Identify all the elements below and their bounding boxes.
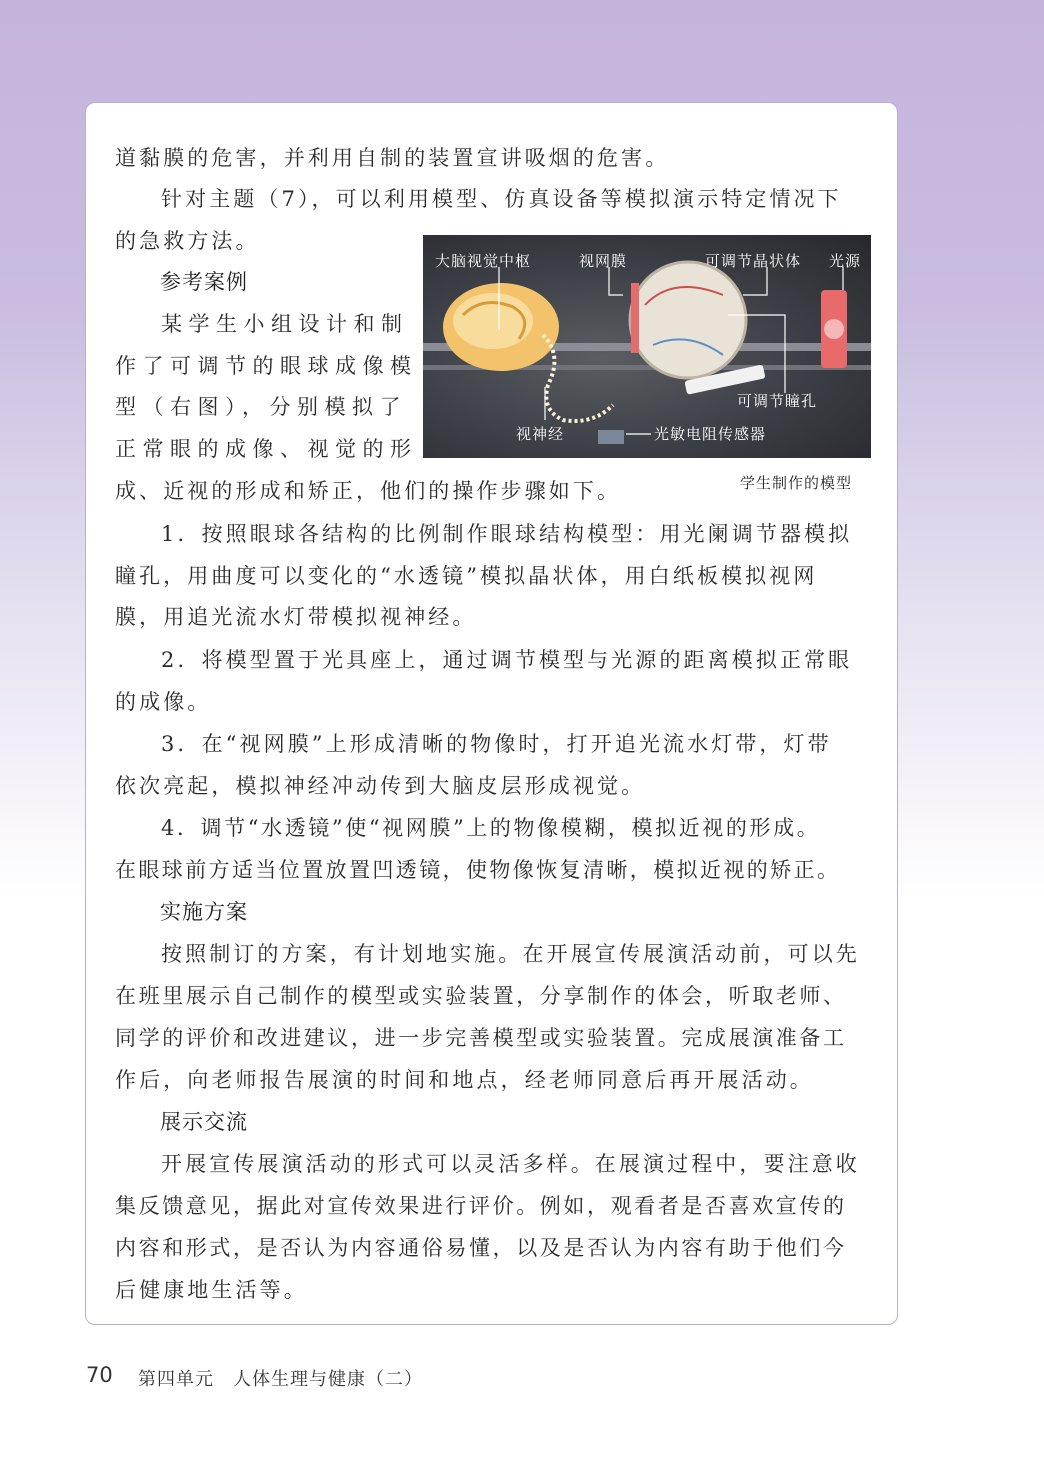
text-line: 依次亮起，模拟神经冲动传到大脑皮层形成视觉。 xyxy=(115,774,646,798)
text-line: 后健康地生活等。 xyxy=(115,1278,308,1302)
page-number: 70 xyxy=(86,1363,113,1387)
text-line: 内容和形式，是否认为内容通俗易懂，以及是否认为内容有助于他们今 xyxy=(115,1236,847,1260)
text-line: 某学生小组设计和制 xyxy=(161,312,409,336)
label-pupil: 可调节瞳孔 xyxy=(737,392,818,410)
label-optic-nerve: 视神经 xyxy=(516,425,565,443)
running-footer: 第四单元 人体生理与健康（二） xyxy=(138,1369,423,1390)
text-line: 瞳孔，用曲度可以变化的“水透镜”模拟晶状体，用白纸板模拟视网 xyxy=(115,564,818,588)
label-lens: 可调节晶状体 xyxy=(705,252,802,270)
text-line: 集反馈意见，据此对宣传效果进行评价。例如，观看者是否喜欢宣传的 xyxy=(115,1194,847,1218)
section-heading: 展示交流 xyxy=(160,1110,248,1134)
text-line: 4．调节“水透镜”使“视网膜”上的物像模糊，模拟近视的形成。 xyxy=(161,816,821,840)
text-line: 膜，用追光流水灯带模拟视神经。 xyxy=(115,605,477,629)
text-line: 道黏膜的危害，并利用自制的装置宣讲吸烟的危害。 xyxy=(115,146,670,170)
text-line: 型（右图），分别模拟了 xyxy=(115,395,407,419)
section-heading: 参考案例 xyxy=(160,270,248,294)
text-line: 针对主题（7），可以利用模型、仿真设备等模拟演示特定情况下 xyxy=(161,187,842,211)
text-line: 的急救方法。 xyxy=(115,229,260,253)
text-line: 的成像。 xyxy=(115,690,212,714)
section-heading: 实施方案 xyxy=(160,900,248,924)
label-brain: 大脑视觉中枢 xyxy=(435,252,532,270)
label-retina: 视网膜 xyxy=(579,252,628,270)
text-line: 成、近视的形成和矫正，他们的操作步骤如下。 xyxy=(115,479,622,503)
text-line: 作后，向老师报告展演的时间和地点，经老师同意后再开展活动。 xyxy=(115,1068,814,1092)
eye-model-photo xyxy=(423,235,871,458)
text-line: 1．按照眼球各结构的比例制作眼球结构模型：用光阑调节器模拟 xyxy=(161,522,853,546)
label-light-source: 光源 xyxy=(829,252,862,270)
text-line: 同学的评价和改进建议，进一步完善模型或实验装置。完成展演准备工 xyxy=(115,1026,847,1050)
label-sensor: 光敏电阻传感器 xyxy=(654,425,767,443)
text-line: 3．在“视网膜”上形成清晰的物像时，打开追光流水灯带，灯带 xyxy=(161,732,832,756)
figure-caption: 学生制作的模型 xyxy=(740,474,853,492)
text-line: 开展宣传展演活动的形式可以灵活多样。在展演过程中，要注意收 xyxy=(161,1152,860,1176)
text-line: 作了可调节的眼球成像模 xyxy=(115,354,418,378)
text-line: 在班里展示自己制作的模型或实验装置，分享制作的体会，听取老师、 xyxy=(115,984,847,1008)
text-line: 2．将模型置于光具座上，通过调节模型与光源的距离模拟正常眼 xyxy=(161,648,853,672)
text-line: 在眼球前方适当位置放置凹透镜，使物像恢复清晰，模拟近视的矫正。 xyxy=(115,858,841,882)
text-line: 正常眼的成像、视觉的形 xyxy=(115,437,418,461)
text-line: 按照制订的方案，有计划地实施。在开展宣传展演活动前，可以先 xyxy=(161,942,860,966)
